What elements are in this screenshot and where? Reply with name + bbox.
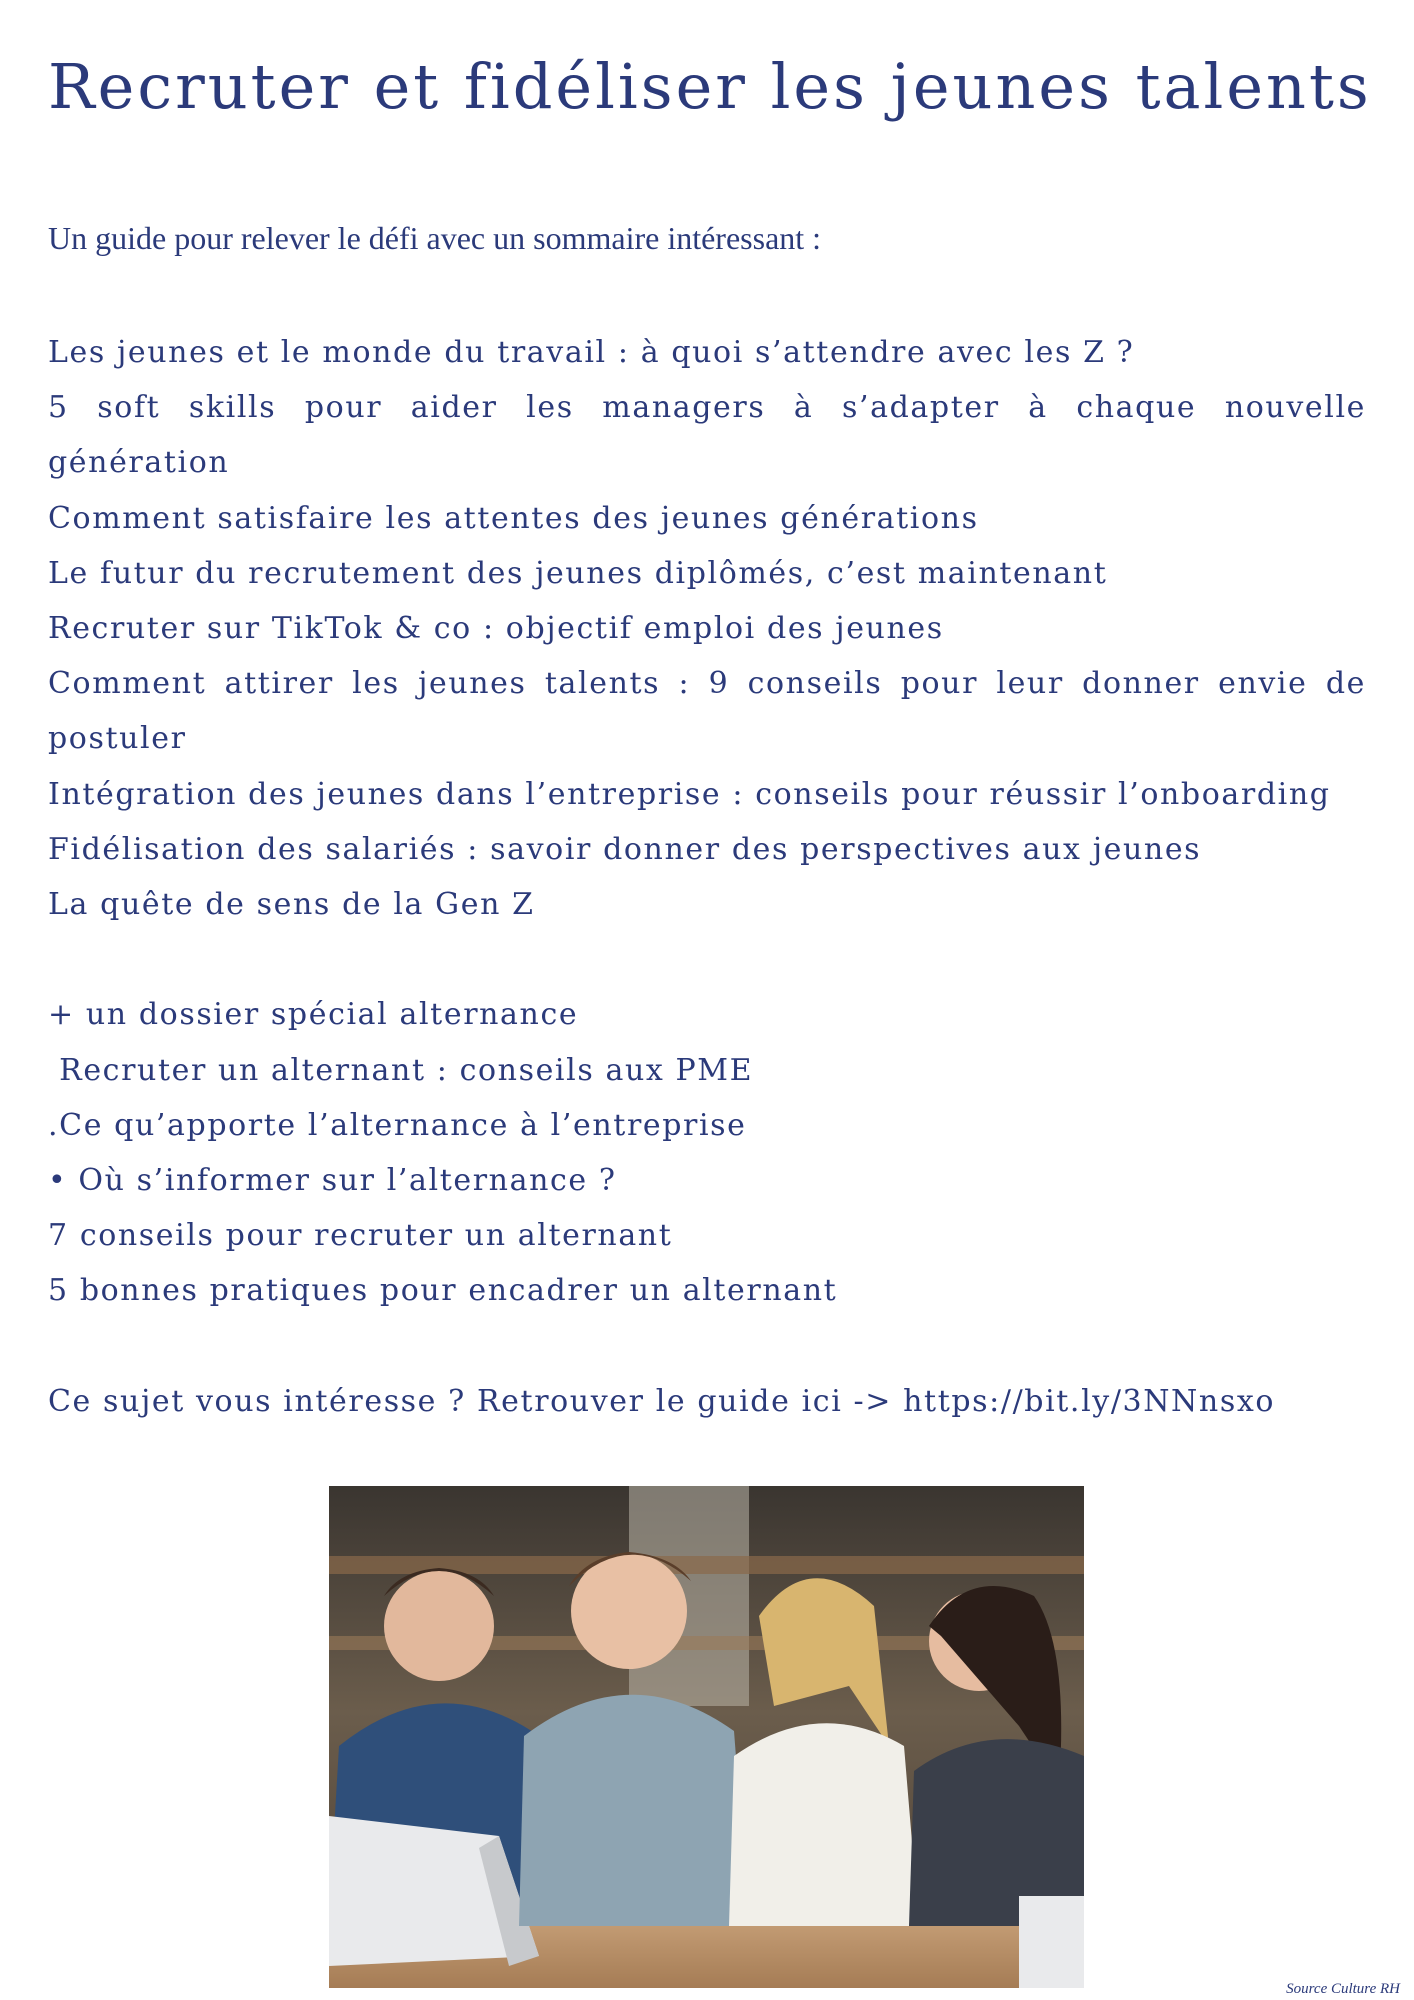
alternance-item: 7 conseils pour recruter un alternant bbox=[48, 1218, 673, 1254]
summary-item: 5 soft skills pour aider les managers à s’adapter à chaque nouvelle génération bbox=[48, 390, 1366, 481]
summary-item: Les jeunes et le monde du travail : à quoi s’attendre avec les Z ? bbox=[48, 335, 1135, 370]
alternance-item: • Où s’informer sur l’alternance ? bbox=[48, 1163, 617, 1199]
alternance-heading: + un dossier spécial alternance bbox=[48, 997, 579, 1033]
spacer bbox=[48, 1319, 1366, 1374]
summary-item: Intégration des jeunes dans l’entreprise : conseils pour réussir l’onboarding bbox=[48, 776, 1331, 812]
summary-item: Comment satisfaire les attentes des jeunes générations bbox=[48, 500, 979, 536]
alternance-item: .Ce qu’apporte l’alternance à l’entreprise bbox=[48, 1107, 747, 1143]
spacer bbox=[48, 932, 1366, 987]
summary-item: Fidélisation des salariés : savoir donner des perspectives aux jeunes bbox=[48, 831, 1202, 867]
summary-item: Comment attirer les jeunes talents : 9 conseils pour leur donner envie de postuler bbox=[48, 666, 1366, 757]
source-credit: Source Culture RH bbox=[1286, 1981, 1400, 1997]
group-photo bbox=[329, 1486, 1084, 1988]
intro-text: Un guide pour relever le défi avec un sommaire intéressant : bbox=[48, 220, 822, 256]
alternance-item: Recruter un alternant : conseils aux PME bbox=[48, 1052, 754, 1088]
summary-item: La quête de sens de la Gen Z bbox=[48, 887, 535, 923]
cta-link[interactable]: Ce sujet vous intéresse ? Retrouver le guide ici -> https://bit.ly/3NNnsxo bbox=[48, 1383, 1276, 1419]
summary-list bbox=[48, 325, 1366, 1429]
summary-item: Le futur du recrutement des jeunes diplômés, c’est maintenant bbox=[48, 555, 1108, 591]
page-title: Recruter et fidéliser les jeunes talents bbox=[48, 50, 1372, 123]
summary-item: Recruter sur TikTok & co : objectif emploi des jeunes bbox=[48, 611, 944, 647]
alternance-item: 5 bonnes pratiques pour encadrer un alternant bbox=[48, 1273, 838, 1309]
